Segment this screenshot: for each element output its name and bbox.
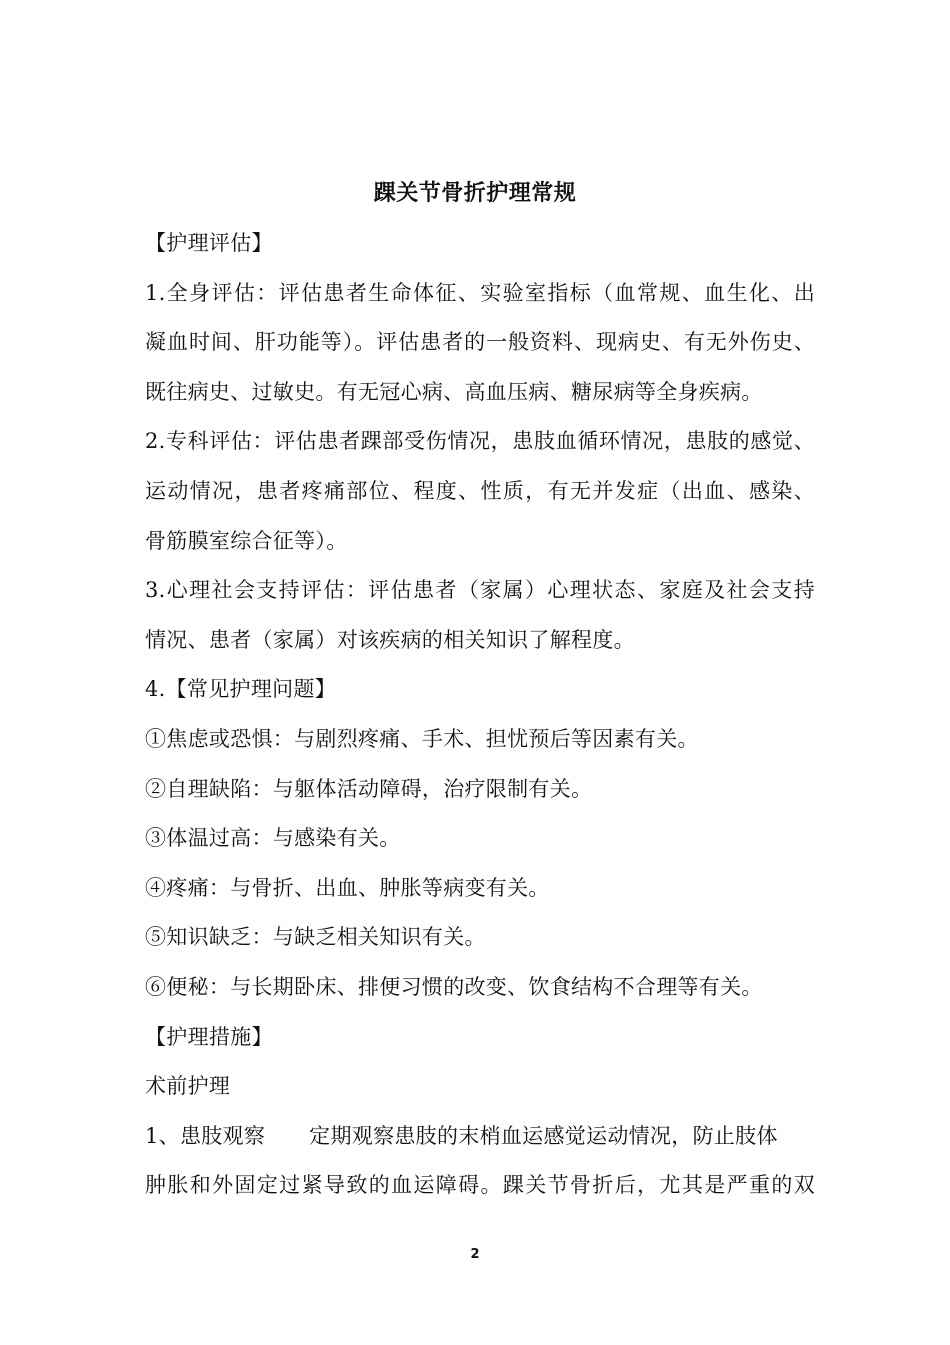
paragraph-line: 1.全身评估：评估患者生命体征、实验室指标（血常规、血生化、出 (145, 280, 815, 305)
item-text: 定期观察患肢的末梢血运感觉运动情况，防止肢体 (309, 1123, 778, 1148)
list-item: ③体温过高：与感染有关。 (145, 826, 401, 851)
list-item: ④疼痛：与骨折、出血、肿胀等病变有关。 (145, 875, 550, 900)
document-title: 踝关节骨折护理常规 (373, 180, 577, 206)
paragraph-line: 2.专科评估：评估患者踝部受伤情况，患肢血循环情况，患肢的感觉、 (145, 429, 815, 454)
section-heading-assessment: 【护理评估】 (145, 231, 273, 255)
paragraph-line: 肿胀和外固定过紧导致的血运障碍。踝关节骨折后，尤其是严重的双 (145, 1173, 815, 1198)
list-item: ⑤知识缺乏：与缺乏相关知识有关。 (145, 925, 486, 950)
paragraph-line (145, 1115, 815, 1165)
list-item: ①焦虑或恐惧：与剧烈疼痛、手术、担忧预后等因素有关。 (145, 726, 699, 751)
list-item: ⑥便秘：与长期卧床、排便习惯的改变、饮食结构不合理等有关。 (145, 974, 763, 999)
section-heading-problems: 4.【常见护理问题】 (145, 677, 337, 702)
paragraph-line: 骨筋膜室综合征等）。 (145, 528, 348, 553)
list-item: ②自理缺陷：与躯体活动障碍，治疗限制有关。 (145, 776, 593, 801)
page-number: 2 (470, 1247, 480, 1262)
section-heading-measures: 【护理措施】 (145, 1024, 273, 1049)
document-body (145, 222, 815, 1214)
paragraph-line: 凝血时间、肝功能等）。评估患者的一般资料、现病史、有无外伤史、 (145, 330, 815, 355)
paragraph-line: 既往病史、过敏史。有无冠心病、高血压病、糖尿病等全身疾病。 (145, 379, 763, 404)
subsection-heading: 术前护理 (145, 1074, 231, 1099)
paragraph-line: 运动情况，患者疼痛部位、程度、性质，有无并发症（出血、感染、 (145, 478, 815, 503)
item-heading: 1、患肢观察 (145, 1123, 266, 1148)
paragraph-line: 情况、患者（家属）对该疾病的相关知识了解程度。 (145, 627, 635, 652)
paragraph-line: 3.心理社会支持评估：评估患者（家属）心理状态、家庭及社会支持 (145, 578, 815, 603)
